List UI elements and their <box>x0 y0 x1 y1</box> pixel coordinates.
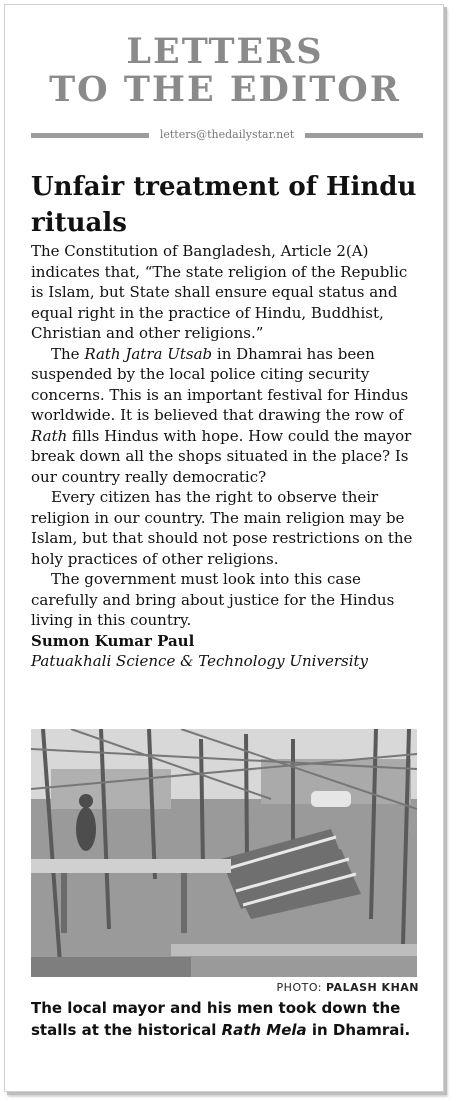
photo-scene-illustration <box>31 729 417 977</box>
divider-right <box>305 133 423 138</box>
photo-credit-label: PHOTO: <box>276 981 326 994</box>
letter-paragraph-3: Every citizen has the right to observe their religion in our country. The main religion may be Islam, but that should not pose restrictions on the holy practices of other religions. <box>31 488 413 568</box>
letter-headline: Unfair treatment of Hindu rituals <box>31 172 417 238</box>
news-photo <box>31 729 417 977</box>
caption-text-a: The local mayor and his men took down the stalls at the historical <box>31 999 401 1039</box>
masthead-line-2: TO THE EDITOR <box>49 69 401 110</box>
letter-paragraph-4: The government must look into this case carefully and bring about justice for the Hindus living in this country. <box>31 570 395 629</box>
letter-paragraph-2 <box>31 344 423 488</box>
section-masthead <box>5 33 445 109</box>
caption-text-b: in Dhamrai. <box>306 1021 411 1039</box>
masthead-line-1: LETTERS <box>126 31 324 72</box>
photo-credit-name: PALASH KHAN <box>326 981 419 994</box>
letter-author: Sumon Kumar Paul <box>31 631 195 650</box>
p2-text-c: fills Hindus with hope. How could the mayor break down all the shops situated in the place? Is our country really democratic? <box>31 426 412 486</box>
p2-text-a: The <box>51 344 85 363</box>
caption-rath-mela: Rath Mela <box>221 1021 307 1039</box>
letter-affiliation: Patuakhali Science & Technology University <box>31 652 368 670</box>
editor-email[interactable]: letters@thedailystar.net <box>159 128 295 141</box>
letters-column <box>4 4 444 1092</box>
email-rule-row <box>31 128 423 142</box>
p2-festival-name: Rath Jatra Utsab <box>84 344 213 363</box>
divider-left <box>31 133 149 138</box>
photo-caption <box>31 997 423 1041</box>
p2-text-b: in Dhamrai has been suspended by the local police citing security concerns. This is an important festival for Hindus worldwide. It is believed that drawing the row of <box>31 344 409 424</box>
letter-paragraph-1: The Constitution of Bangladesh, Article 2(A) indicates that, “The state religion of the Republic is Islam, but State shall ensure equal status and equal right in the practice of Hindu, Buddhist, Christian and other religions.” <box>31 242 408 342</box>
photo-credit <box>31 981 419 994</box>
p2-rath-term: Rath <box>31 426 68 445</box>
letter-body <box>31 241 423 672</box>
